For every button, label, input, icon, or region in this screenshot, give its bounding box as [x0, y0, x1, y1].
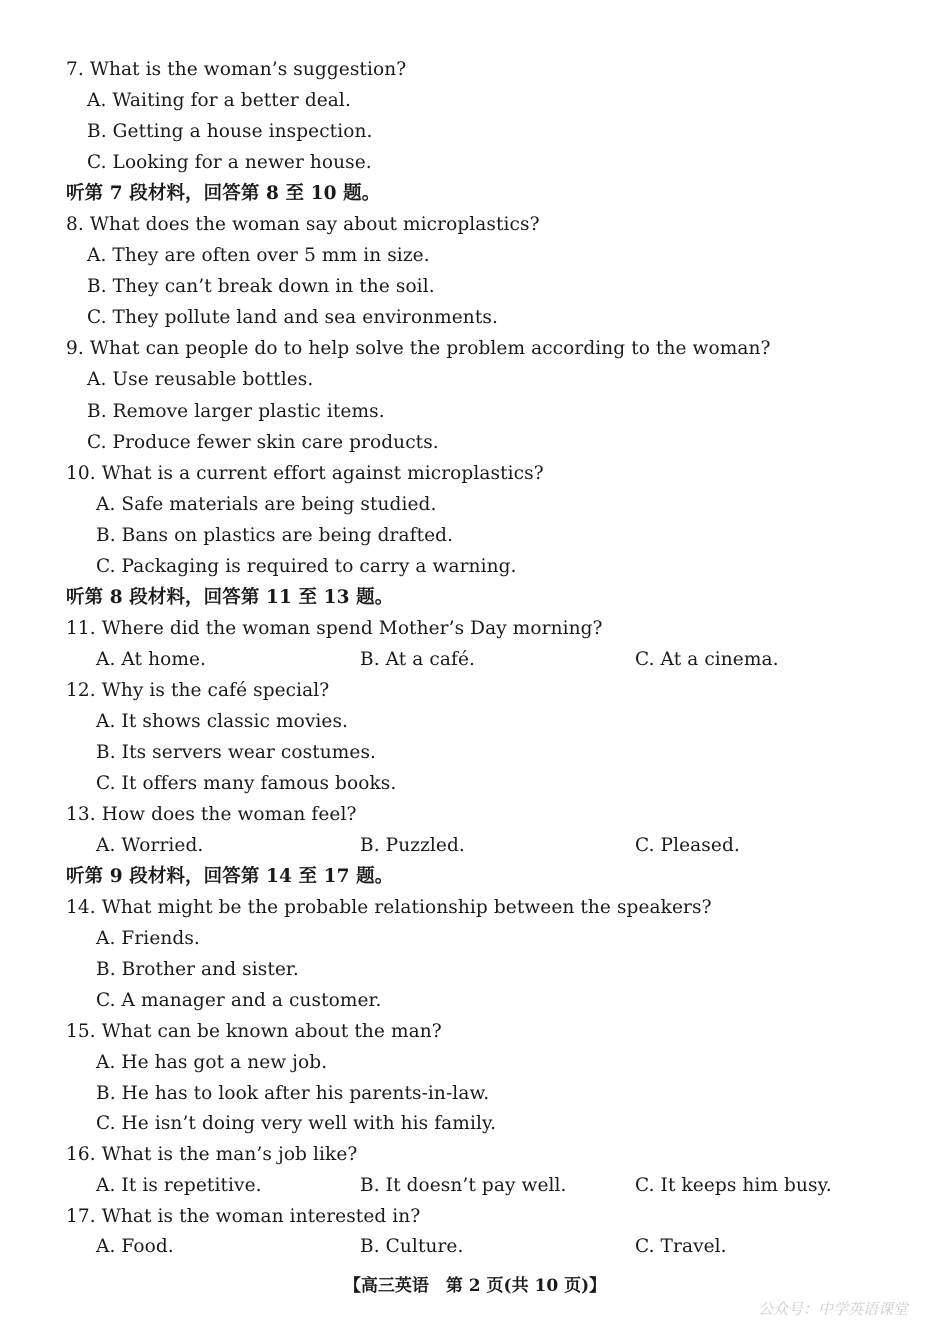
question-17-stem: 17. What is the woman interested in? — [66, 1206, 421, 1227]
question-14-option-c: C. A manager and a customer. — [96, 990, 382, 1011]
question-14-option-a: A. Friends. — [96, 928, 200, 949]
question-13-stem: 13. How does the woman feel? — [66, 804, 357, 825]
question-12-option-a: A. It shows classic movies. — [96, 711, 349, 732]
question-13-option-a: A. Worried. — [96, 835, 204, 856]
question-7-option-c: C. Looking for a newer house. — [87, 152, 372, 173]
question-12-option-b: B. Its servers wear costumes. — [96, 742, 377, 763]
question-17-option-a: A. Food. — [96, 1236, 174, 1257]
question-8-option-a: A. They are often over 5 mm in size. — [87, 245, 430, 266]
question-9-option-b: B. Remove larger plastic items. — [87, 401, 385, 422]
question-11-option-b: B. At a café. — [360, 649, 475, 670]
question-11-stem: 11. Where did the woman spend Mother’s Day morning? — [66, 618, 603, 639]
question-15-option-c: C. He isn’t doing very well with his family. — [96, 1113, 497, 1134]
page-footer: 【高三英语 第 2 页(共 10 页)】 — [343, 1276, 607, 1296]
question-7-option-a: A. Waiting for a better deal. — [87, 90, 351, 111]
question-9-stem: 9. What can people do to help solve the problem according to the woman? — [66, 338, 771, 359]
question-15-option-b: B. He has to look after his parents-in-law. — [96, 1083, 490, 1104]
question-8-stem: 8. What does the woman say about microplastics? — [66, 214, 540, 235]
section-9-instruction: 听第 9 段材料，回答第 14 至 17 题。 — [66, 866, 394, 887]
question-10-option-a: A. Safe materials are being studied. — [96, 494, 437, 515]
question-14-option-b: B. Brother and sister. — [96, 959, 299, 980]
question-15-option-a: A. He has got a new job. — [96, 1052, 328, 1073]
question-16-option-c: C. It keeps him busy. — [635, 1175, 832, 1196]
question-10-option-b: B. Bans on plastics are being drafted. — [96, 525, 454, 546]
question-16-option-b: B. It doesn’t pay well. — [360, 1175, 567, 1196]
question-10-stem: 10. What is a current effort against microplastics? — [66, 463, 544, 484]
question-9-option-c: C. Produce fewer skin care products. — [87, 432, 439, 453]
watermark: 公众号：中学英语课堂 — [757, 1300, 908, 1318]
question-7-stem: 7. What is the woman’s suggestion? — [66, 59, 407, 80]
question-9-option-a: A. Use reusable bottles. — [87, 369, 314, 390]
question-12-stem: 12. Why is the café special? — [66, 680, 330, 701]
question-16-option-a: A. It is repetitive. — [96, 1175, 262, 1196]
question-17-option-c: C. Travel. — [635, 1236, 727, 1257]
question-11-option-c: C. At a cinema. — [635, 649, 779, 670]
section-7-instruction: 听第 7 段材料，回答第 8 至 10 题。 — [66, 183, 381, 204]
question-13-option-c: C. Pleased. — [635, 835, 740, 856]
question-10-option-c: C. Packaging is required to carry a warning. — [96, 556, 517, 577]
question-8-option-c: C. They pollute land and sea environments. — [87, 307, 498, 328]
section-8-instruction: 听第 8 段材料，回答第 11 至 13 题。 — [66, 587, 394, 608]
question-16-stem: 16. What is the man’s job like? — [66, 1144, 358, 1165]
question-8-option-b: B. They can’t break down in the soil. — [87, 276, 435, 297]
question-17-option-b: B. Culture. — [360, 1236, 464, 1257]
question-12-option-c: C. It offers many famous books. — [96, 773, 397, 794]
question-11-option-a: A. At home. — [96, 649, 206, 670]
question-14-stem: 14. What might be the probable relationship between the speakers? — [66, 897, 712, 918]
question-15-stem: 15. What can be known about the man? — [66, 1021, 442, 1042]
question-7-option-b: B. Getting a house inspection. — [87, 121, 373, 142]
question-13-option-b: B. Puzzled. — [360, 835, 465, 856]
